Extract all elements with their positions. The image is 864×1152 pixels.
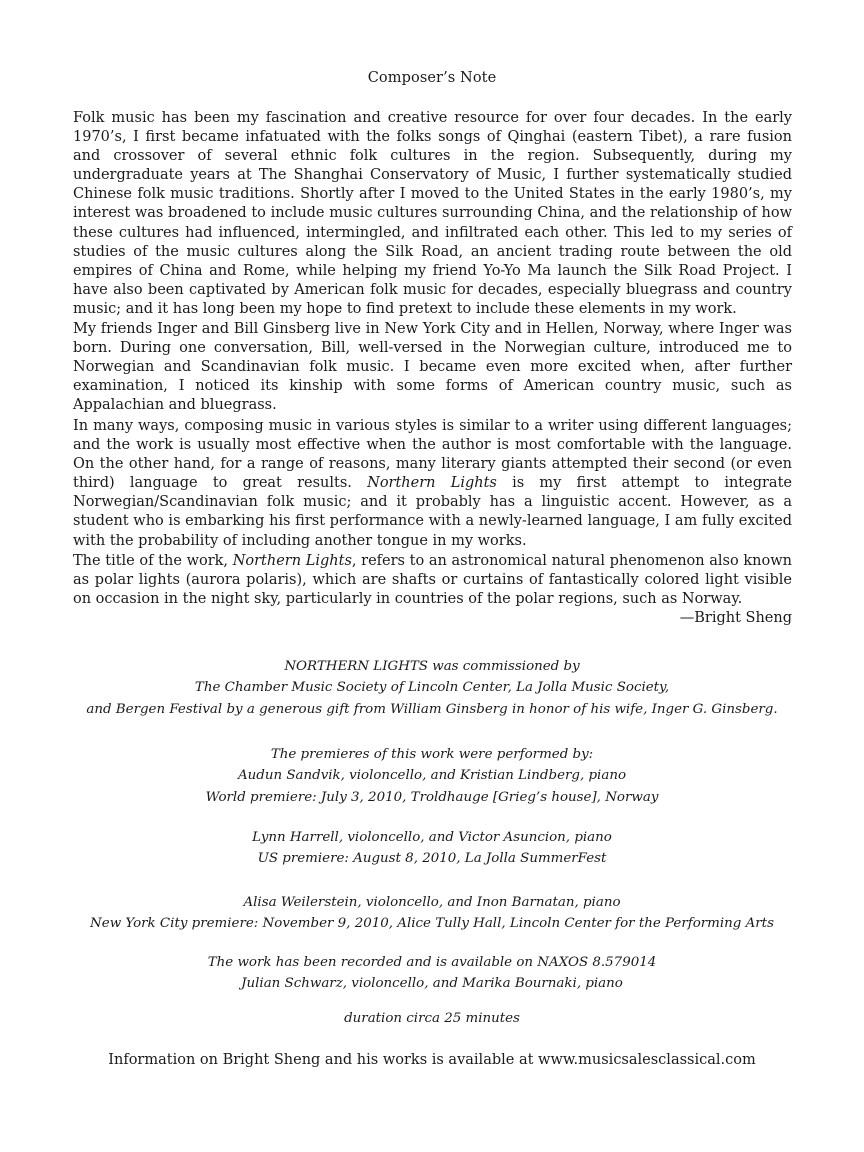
- credit-line: The Chamber Music Society of Lincoln Center, La Jolla Music Society,: [194, 680, 670, 696]
- nyc-premiere-credits: [0, 892, 864, 935]
- recording-credits: [0, 952, 864, 995]
- paragraph-languages-text-2: is my first attempt to integrate Norwegian/Scandinavian folk music; and it probably has a linguistic accent. However, as a student who is embarking his first performance with a newly-learned language, I am fully excited with the probability of including another tongue in my works.: [73, 475, 792, 549]
- paragraph-title-text-1: The title of the work,: [73, 553, 233, 569]
- paragraph-title-text-2: , refers to an astronomical natural phenomenon also known as polar lights (aurora polaris), which are shafts or curtains of fantastically colored light visible on occasion in the night sky, particularly in countries of the polar regions, such as Norway.: [73, 553, 792, 608]
- credit-line: New York City premiere: November 9, 2010, Alice Tully Hall, Lincoln Center for the Performing Arts: [90, 916, 774, 932]
- credit-line: Lynn Harrell, violoncello, and Victor Asuncion, piano: [252, 830, 612, 845]
- credit-line: NORTHERN LIGHTS was commissioned by: [284, 659, 580, 674]
- signature: —Bright Sheng: [679, 610, 792, 626]
- credit-line: The work has been recorded and is available on NAXOS 8.579014: [207, 955, 657, 970]
- credit-line: US premiere: August 8, 2010, La Jolla SummerFest: [257, 851, 607, 867]
- paragraph-ginsberg: My friends Inger and Bill Ginsberg live in New York City and in Hellen, Norway, where Inger was born. During one conversation, Bill, well-versed in the Norwegian culture, introduced me to Norwegian and Scandinavian folk music. I became even more excited when, after further examination, I noticed its kinship with some forms of American country music, such as Appalachian and bluegrass.: [73, 321, 792, 414]
- paragraph-title-meaning: [73, 552, 792, 609]
- us-premiere-credits: [0, 827, 864, 870]
- paragraph-languages-text-1: In many ways, composing music in various styles is similar to a writer using different languages; and the work is usually most effective when the author is most comfortable with the language. On the other hand, for a range of reasons, many literary giants attempted their second (or even third) language to great results.: [73, 418, 792, 492]
- world-premiere-credits: [0, 744, 864, 808]
- credit-line: Audun Sandvik, violoncello, and Kristian Lindberg, piano: [237, 768, 627, 784]
- commission-credits: [0, 656, 864, 720]
- footer-info: Information on Bright Sheng and his works is available at www.musicsalesclassical.com: [108, 1052, 756, 1068]
- credit-line: The premieres of this work were performed by:: [270, 747, 594, 762]
- duration: [0, 1008, 864, 1029]
- paragraph-folk-music: Folk music has been my fascination and creative resource for over four decades. In the early 1970’s, I first became infatuated with the folks songs of Qinghai (eastern Tibet), a rare fusion and crossover of several ethnic folk cultures in the region. Subsequently, during my undergraduate years at The Shanghai Conservatory of Music, I further systematically studied Chinese folk music traditions. Shortly after I moved to the United States in the early 1980’s, my interest was broadened to include music cultures surrounding China, and the relationship of how these cultures had influenced, intermingled, and infiltrated each other. This led to my series of studies of the music cultures along the Silk Road, an ancient trading route between the old empires of China and Rome, while helping my friend Yo-Yo Ma launch the Silk Road Project. I have also been captivated by American folk music for decades, especially bluegrass and country music; and it has long been my hope to find pretext to include these elements in my work.: [73, 110, 792, 317]
- credit-line: Alisa Weilerstein, violoncello, and Inon Barnatan, piano: [243, 895, 621, 910]
- work-title-italic: Northern Lights: [232, 553, 352, 569]
- credit-line: Julian Schwarz, violoncello, and Marika Bournaki, piano: [241, 976, 623, 992]
- credit-line: World premiere: July 3, 2010, Troldhauge [Grieg’s house], Norway: [205, 789, 659, 805]
- work-title-italic: Northern Lights: [367, 475, 497, 492]
- credit-line: and Bergen Festival by a generous gift from William Ginsberg in honor of his wife, Inger G. Ginsberg.: [86, 701, 778, 717]
- duration-text: duration circa 25 minutes: [344, 1011, 520, 1026]
- paragraph-languages: [73, 417, 792, 551]
- page-title: Composer’s Note: [367, 70, 497, 86]
